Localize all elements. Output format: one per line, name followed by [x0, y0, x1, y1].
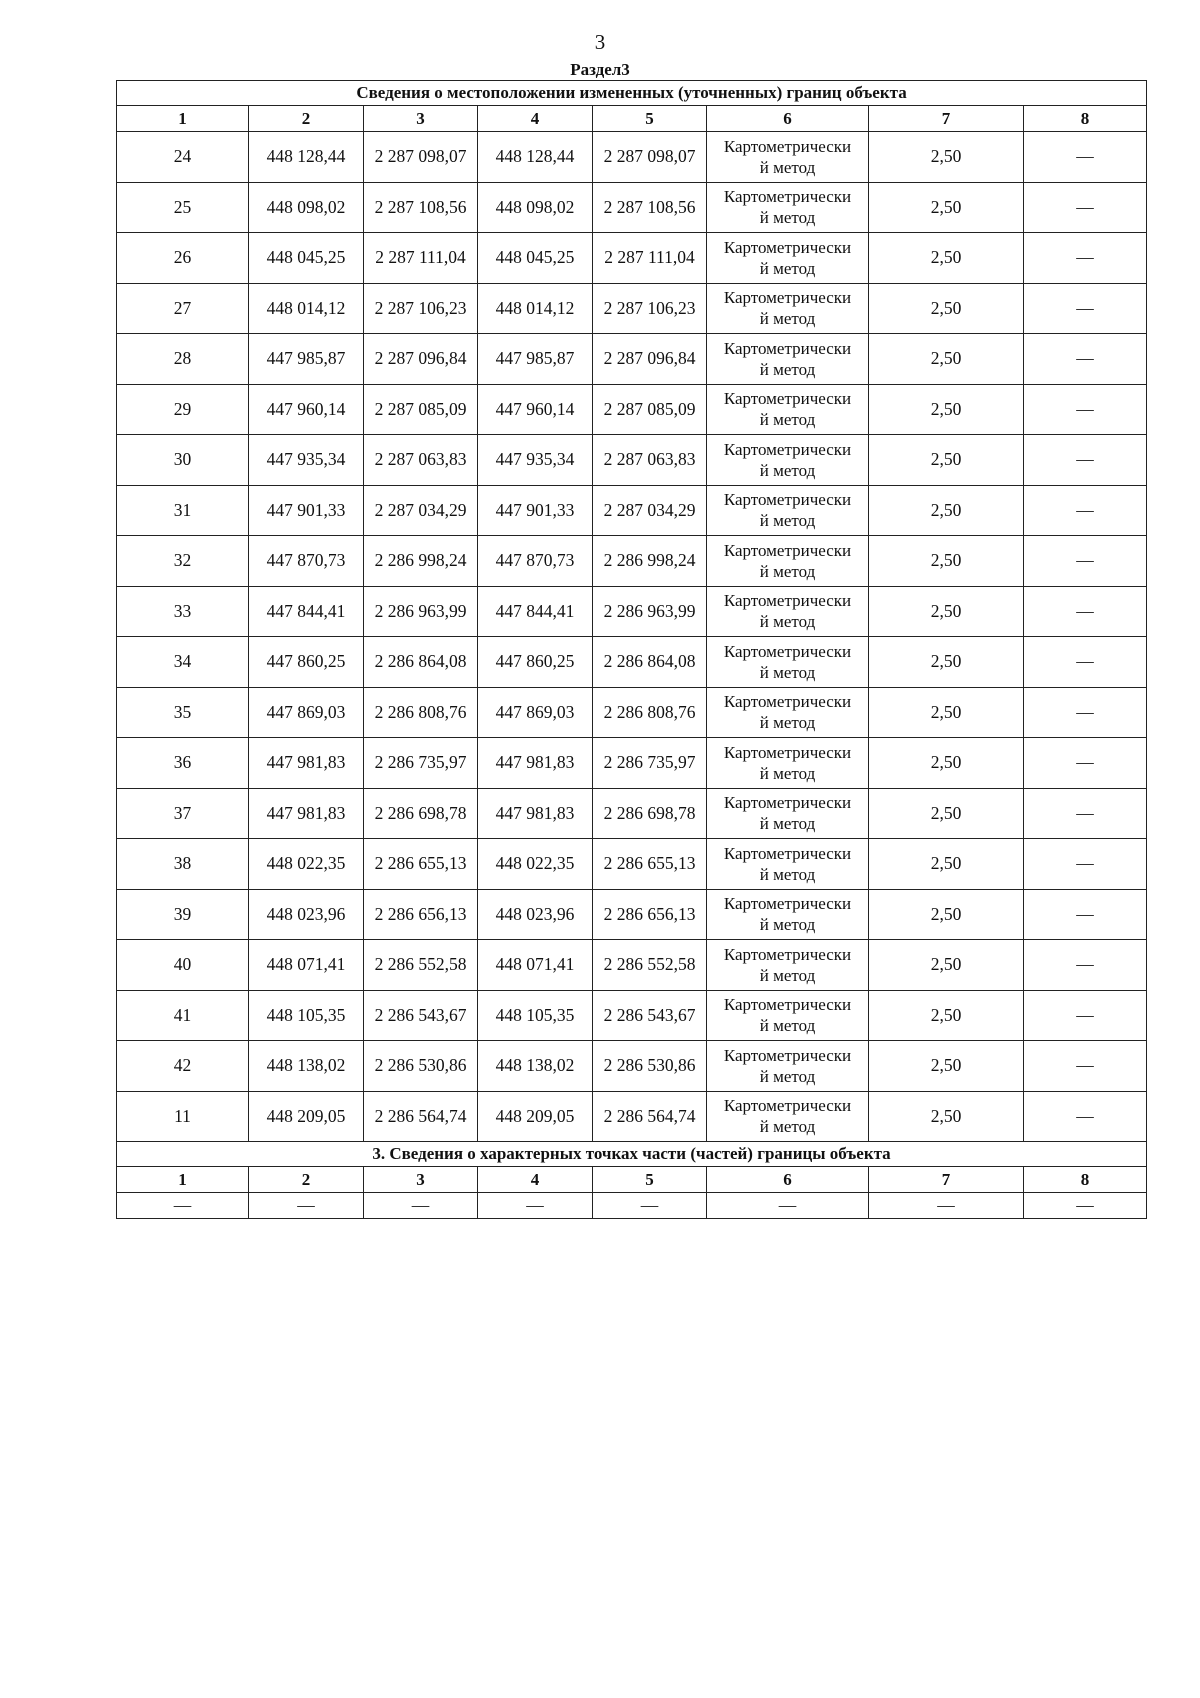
x-coordinate-new-cell: 447 844,41 [478, 586, 593, 637]
x-coordinate-new-cell: 447 981,83 [478, 788, 593, 839]
point-number-cell: 24 [117, 132, 249, 183]
method-cell [707, 637, 869, 688]
method-line: й метод [759, 460, 816, 480]
method-cell [707, 1041, 869, 1092]
method-cell [707, 485, 869, 536]
section2-empty-cell: — [593, 1193, 707, 1219]
point-number-cell: 29 [117, 384, 249, 435]
method-line: Картометрически [723, 389, 852, 409]
x-coordinate-new-cell: 448 014,12 [478, 283, 593, 334]
method-line: й метод [759, 662, 816, 682]
y-coordinate-new-cell: 2 286 698,78 [593, 788, 707, 839]
y-coordinate-cell: 2 286 530,86 [364, 1041, 478, 1092]
method-line: й метод [759, 1066, 816, 1086]
y-coordinate-new-cell: 2 286 655,13 [593, 839, 707, 890]
point-number-cell: 42 [117, 1041, 249, 1092]
y-coordinate-new-cell: 2 287 085,09 [593, 384, 707, 435]
note-cell: — [1024, 586, 1147, 637]
method-line: й метод [759, 763, 816, 783]
section2-title-row [117, 1142, 1147, 1167]
y-coordinate-cell: 2 286 864,08 [364, 637, 478, 688]
table-row [117, 233, 1147, 284]
y-coordinate-new-cell: 2 287 111,04 [593, 233, 707, 284]
method-line: Картометрически [723, 288, 852, 308]
note-cell: — [1024, 637, 1147, 688]
method-line: Картометрически [723, 1045, 852, 1065]
y-coordinate-new-cell: 2 286 564,74 [593, 1091, 707, 1142]
page-number: 3 [594, 30, 606, 54]
method-line: Картометрически [723, 490, 852, 510]
y-coordinate-new-cell: 2 287 106,23 [593, 283, 707, 334]
x-coordinate-new-cell: 447 901,33 [478, 485, 593, 536]
method-line: й метод [759, 965, 816, 985]
accuracy-cell: 2,50 [869, 334, 1024, 385]
y-coordinate-new-cell: 2 287 096,84 [593, 334, 707, 385]
x-coordinate-new-cell: 448 128,44 [478, 132, 593, 183]
x-coordinate-cell: 447 870,73 [249, 536, 364, 587]
table-title-row [117, 81, 1147, 106]
method-line: Картометрически [723, 641, 852, 661]
x-coordinate-cell: 447 901,33 [249, 485, 364, 536]
note-cell: — [1024, 687, 1147, 738]
point-number-cell: 33 [117, 586, 249, 637]
x-coordinate-cell: 448 209,05 [249, 1091, 364, 1142]
table-row [117, 1091, 1147, 1142]
method-line: й метод [759, 915, 816, 935]
note-cell: — [1024, 435, 1147, 486]
y-coordinate-new-cell: 2 286 735,97 [593, 738, 707, 789]
point-number-cell: 35 [117, 687, 249, 738]
accuracy-cell: 2,50 [869, 788, 1024, 839]
table-row [117, 637, 1147, 688]
column-header: 8 [1024, 106, 1147, 132]
x-coordinate-new-cell: 447 869,03 [478, 687, 593, 738]
table-row [117, 485, 1147, 536]
table-row [117, 889, 1147, 940]
y-coordinate-cell: 2 287 085,09 [364, 384, 478, 435]
method-line: й метод [759, 511, 816, 531]
method-line: й метод [759, 359, 816, 379]
method-cell [707, 788, 869, 839]
table-row [117, 132, 1147, 183]
section2-empty-cell: — [478, 1193, 593, 1219]
point-number-cell: 25 [117, 182, 249, 233]
section2-empty-cell: — [1024, 1193, 1147, 1219]
table-row [117, 283, 1147, 334]
x-coordinate-new-cell: 447 870,73 [478, 536, 593, 587]
note-cell: — [1024, 384, 1147, 435]
y-coordinate-cell: 2 286 543,67 [364, 990, 478, 1041]
method-line: Картометрически [723, 338, 852, 358]
section2-column-header: 7 [869, 1167, 1024, 1193]
y-coordinate-cell: 2 287 096,84 [364, 334, 478, 385]
table-row [117, 182, 1147, 233]
accuracy-cell: 2,50 [869, 990, 1024, 1041]
y-coordinate-new-cell: 2 286 808,76 [593, 687, 707, 738]
method-line: й метод [759, 1117, 816, 1137]
y-coordinate-cell: 2 286 808,76 [364, 687, 478, 738]
note-cell: — [1024, 182, 1147, 233]
y-coordinate-new-cell: 2 286 543,67 [593, 990, 707, 1041]
y-coordinate-cell: 2 286 963,99 [364, 586, 478, 637]
y-coordinate-cell: 2 287 106,23 [364, 283, 478, 334]
point-number-cell: 30 [117, 435, 249, 486]
y-coordinate-new-cell: 2 286 963,99 [593, 586, 707, 637]
method-line: Картометрически [723, 540, 852, 560]
method-cell [707, 334, 869, 385]
method-line: й метод [759, 258, 816, 278]
method-line: Картометрически [723, 944, 852, 964]
section2-column-header: 2 [249, 1167, 364, 1193]
x-coordinate-new-cell: 447 985,87 [478, 334, 593, 385]
method-line: Картометрически [723, 843, 852, 863]
table-row [117, 687, 1147, 738]
accuracy-cell: 2,50 [869, 940, 1024, 991]
y-coordinate-new-cell: 2 286 530,86 [593, 1041, 707, 1092]
method-line: Картометрически [723, 742, 852, 762]
x-coordinate-new-cell: 447 935,34 [478, 435, 593, 486]
method-cell [707, 283, 869, 334]
note-cell: — [1024, 132, 1147, 183]
y-coordinate-cell: 2 286 552,58 [364, 940, 478, 991]
method-line: й метод [759, 157, 816, 177]
column-header-row [117, 106, 1147, 132]
note-cell: — [1024, 485, 1147, 536]
accuracy-cell: 2,50 [869, 637, 1024, 688]
section2-empty-cell: — [869, 1193, 1024, 1219]
x-coordinate-new-cell: 448 023,96 [478, 889, 593, 940]
y-coordinate-cell: 2 286 998,24 [364, 536, 478, 587]
table-row [117, 940, 1147, 991]
accuracy-cell: 2,50 [869, 132, 1024, 183]
note-cell: — [1024, 990, 1147, 1041]
x-coordinate-cell: 447 985,87 [249, 334, 364, 385]
x-coordinate-new-cell: 447 981,83 [478, 738, 593, 789]
section2-empty-cell: — [117, 1193, 249, 1219]
x-coordinate-new-cell: 447 860,25 [478, 637, 593, 688]
x-coordinate-cell: 448 098,02 [249, 182, 364, 233]
method-cell [707, 384, 869, 435]
x-coordinate-new-cell: 447 960,14 [478, 384, 593, 435]
point-number-cell: 40 [117, 940, 249, 991]
point-number-cell: 34 [117, 637, 249, 688]
point-number-cell: 11 [117, 1091, 249, 1142]
method-cell [707, 233, 869, 284]
x-coordinate-cell: 447 844,41 [249, 586, 364, 637]
section2-column-header: 3 [364, 1167, 478, 1193]
x-coordinate-cell: 448 105,35 [249, 990, 364, 1041]
y-coordinate-new-cell: 2 286 998,24 [593, 536, 707, 587]
column-header: 4 [478, 106, 593, 132]
column-header: 1 [117, 106, 249, 132]
table-row [117, 1041, 1147, 1092]
accuracy-cell: 2,50 [869, 435, 1024, 486]
table-row [117, 586, 1147, 637]
x-coordinate-new-cell: 448 209,05 [478, 1091, 593, 1142]
column-header: 3 [364, 106, 478, 132]
x-coordinate-cell: 448 071,41 [249, 940, 364, 991]
method-line: й метод [759, 309, 816, 329]
point-number-cell: 41 [117, 990, 249, 1041]
method-line: й метод [759, 1016, 816, 1036]
section2-empty-cell: — [249, 1193, 364, 1219]
x-coordinate-cell: 448 023,96 [249, 889, 364, 940]
method-cell [707, 1091, 869, 1142]
point-number-cell: 38 [117, 839, 249, 890]
method-cell [707, 738, 869, 789]
method-line: Картометрически [723, 237, 852, 257]
point-number-cell: 32 [117, 536, 249, 587]
note-cell: — [1024, 536, 1147, 587]
note-cell: — [1024, 233, 1147, 284]
note-cell: — [1024, 334, 1147, 385]
section-label: Раздел3 [570, 60, 630, 79]
x-coordinate-cell: 447 860,25 [249, 637, 364, 688]
note-cell: — [1024, 283, 1147, 334]
y-coordinate-cell: 2 286 655,13 [364, 839, 478, 890]
x-coordinate-new-cell: 448 045,25 [478, 233, 593, 284]
x-coordinate-new-cell: 448 105,35 [478, 990, 593, 1041]
accuracy-cell: 2,50 [869, 889, 1024, 940]
accuracy-cell: 2,50 [869, 233, 1024, 284]
method-line: Картометрически [723, 187, 852, 207]
x-coordinate-cell: 447 981,83 [249, 788, 364, 839]
accuracy-cell: 2,50 [869, 536, 1024, 587]
method-line: й метод [759, 713, 816, 733]
section2-empty-row [117, 1193, 1147, 1219]
point-number-cell: 27 [117, 283, 249, 334]
accuracy-cell: 2,50 [869, 687, 1024, 738]
x-coordinate-cell: 448 138,02 [249, 1041, 364, 1092]
y-coordinate-cell: 2 286 735,97 [364, 738, 478, 789]
method-cell [707, 839, 869, 890]
accuracy-cell: 2,50 [869, 738, 1024, 789]
note-cell: — [1024, 788, 1147, 839]
accuracy-cell: 2,50 [869, 485, 1024, 536]
section2-empty-cell: — [364, 1193, 478, 1219]
column-header: 7 [869, 106, 1024, 132]
y-coordinate-new-cell: 2 286 656,13 [593, 889, 707, 940]
x-coordinate-new-cell: 448 071,41 [478, 940, 593, 991]
accuracy-cell: 2,50 [869, 384, 1024, 435]
method-line: й метод [759, 612, 816, 632]
table-title: Сведения о местоположении измененных (уточненных) границ объекта [117, 81, 1147, 106]
note-cell: — [1024, 738, 1147, 789]
method-line: Картометрически [723, 439, 852, 459]
x-coordinate-new-cell: 448 022,35 [478, 839, 593, 890]
x-coordinate-cell: 447 981,83 [249, 738, 364, 789]
section2-header-row [117, 1167, 1147, 1193]
y-coordinate-cell: 2 286 656,13 [364, 889, 478, 940]
x-coordinate-new-cell: 448 098,02 [478, 182, 593, 233]
method-line: Картометрически [723, 692, 852, 712]
method-line: Картометрически [723, 1096, 852, 1116]
y-coordinate-cell: 2 286 564,74 [364, 1091, 478, 1142]
accuracy-cell: 2,50 [869, 283, 1024, 334]
accuracy-cell: 2,50 [869, 1091, 1024, 1142]
table-row [117, 738, 1147, 789]
method-line: Картометрически [723, 793, 852, 813]
method-cell [707, 586, 869, 637]
x-coordinate-cell: 447 935,34 [249, 435, 364, 486]
note-cell: — [1024, 839, 1147, 890]
table-row [117, 384, 1147, 435]
point-number-cell: 36 [117, 738, 249, 789]
section2-column-header: 4 [478, 1167, 593, 1193]
y-coordinate-cell: 2 286 698,78 [364, 788, 478, 839]
section2-column-header: 8 [1024, 1167, 1147, 1193]
note-cell: — [1024, 1041, 1147, 1092]
y-coordinate-cell: 2 287 063,83 [364, 435, 478, 486]
method-line: Картометрически [723, 995, 852, 1015]
table-row [117, 536, 1147, 587]
method-line: Картометрически [723, 591, 852, 611]
section2-column-header: 5 [593, 1167, 707, 1193]
method-cell [707, 889, 869, 940]
x-coordinate-cell: 448 014,12 [249, 283, 364, 334]
column-header: 5 [593, 106, 707, 132]
x-coordinate-cell: 447 960,14 [249, 384, 364, 435]
note-cell: — [1024, 889, 1147, 940]
x-coordinate-cell: 448 045,25 [249, 233, 364, 284]
method-line: й метод [759, 814, 816, 834]
x-coordinate-cell: 447 869,03 [249, 687, 364, 738]
accuracy-cell: 2,50 [869, 586, 1024, 637]
method-cell [707, 132, 869, 183]
boundary-table [116, 80, 1147, 1219]
table-row [117, 839, 1147, 890]
section2-empty-cell: — [707, 1193, 869, 1219]
method-line: Картометрически [723, 894, 852, 914]
y-coordinate-new-cell: 2 286 864,08 [593, 637, 707, 688]
method-cell [707, 536, 869, 587]
point-number-cell: 39 [117, 889, 249, 940]
y-coordinate-cell: 2 287 108,56 [364, 182, 478, 233]
method-cell [707, 990, 869, 1041]
note-cell: — [1024, 1091, 1147, 1142]
y-coordinate-cell: 2 287 034,29 [364, 485, 478, 536]
y-coordinate-new-cell: 2 287 063,83 [593, 435, 707, 486]
method-cell [707, 435, 869, 486]
point-number-cell: 26 [117, 233, 249, 284]
method-cell [707, 182, 869, 233]
column-header: 6 [707, 106, 869, 132]
point-number-cell: 28 [117, 334, 249, 385]
table-row [117, 788, 1147, 839]
table-row [117, 334, 1147, 385]
accuracy-cell: 2,50 [869, 182, 1024, 233]
method-cell [707, 687, 869, 738]
x-coordinate-new-cell: 448 138,02 [478, 1041, 593, 1092]
point-number-cell: 31 [117, 485, 249, 536]
y-coordinate-new-cell: 2 286 552,58 [593, 940, 707, 991]
accuracy-cell: 2,50 [869, 839, 1024, 890]
note-cell: — [1024, 940, 1147, 991]
method-line: й метод [759, 208, 816, 228]
x-coordinate-cell: 448 128,44 [249, 132, 364, 183]
column-header: 2 [249, 106, 364, 132]
table-row [117, 435, 1147, 486]
y-coordinate-new-cell: 2 287 108,56 [593, 182, 707, 233]
method-cell [707, 940, 869, 991]
section2-column-header: 6 [707, 1167, 869, 1193]
table-row [117, 990, 1147, 1041]
x-coordinate-cell: 448 022,35 [249, 839, 364, 890]
y-coordinate-new-cell: 2 287 034,29 [593, 485, 707, 536]
point-number-cell: 37 [117, 788, 249, 839]
method-line: й метод [759, 864, 816, 884]
accuracy-cell: 2,50 [869, 1041, 1024, 1092]
section2-column-header: 1 [117, 1167, 249, 1193]
method-line: й метод [759, 410, 816, 430]
method-line: й метод [759, 561, 816, 581]
method-line: Картометрически [723, 136, 852, 156]
y-coordinate-new-cell: 2 287 098,07 [593, 132, 707, 183]
y-coordinate-cell: 2 287 098,07 [364, 132, 478, 183]
y-coordinate-cell: 2 287 111,04 [364, 233, 478, 284]
section2-title: 3. Сведения о характерных точках части (частей) границы объекта [117, 1142, 1147, 1167]
